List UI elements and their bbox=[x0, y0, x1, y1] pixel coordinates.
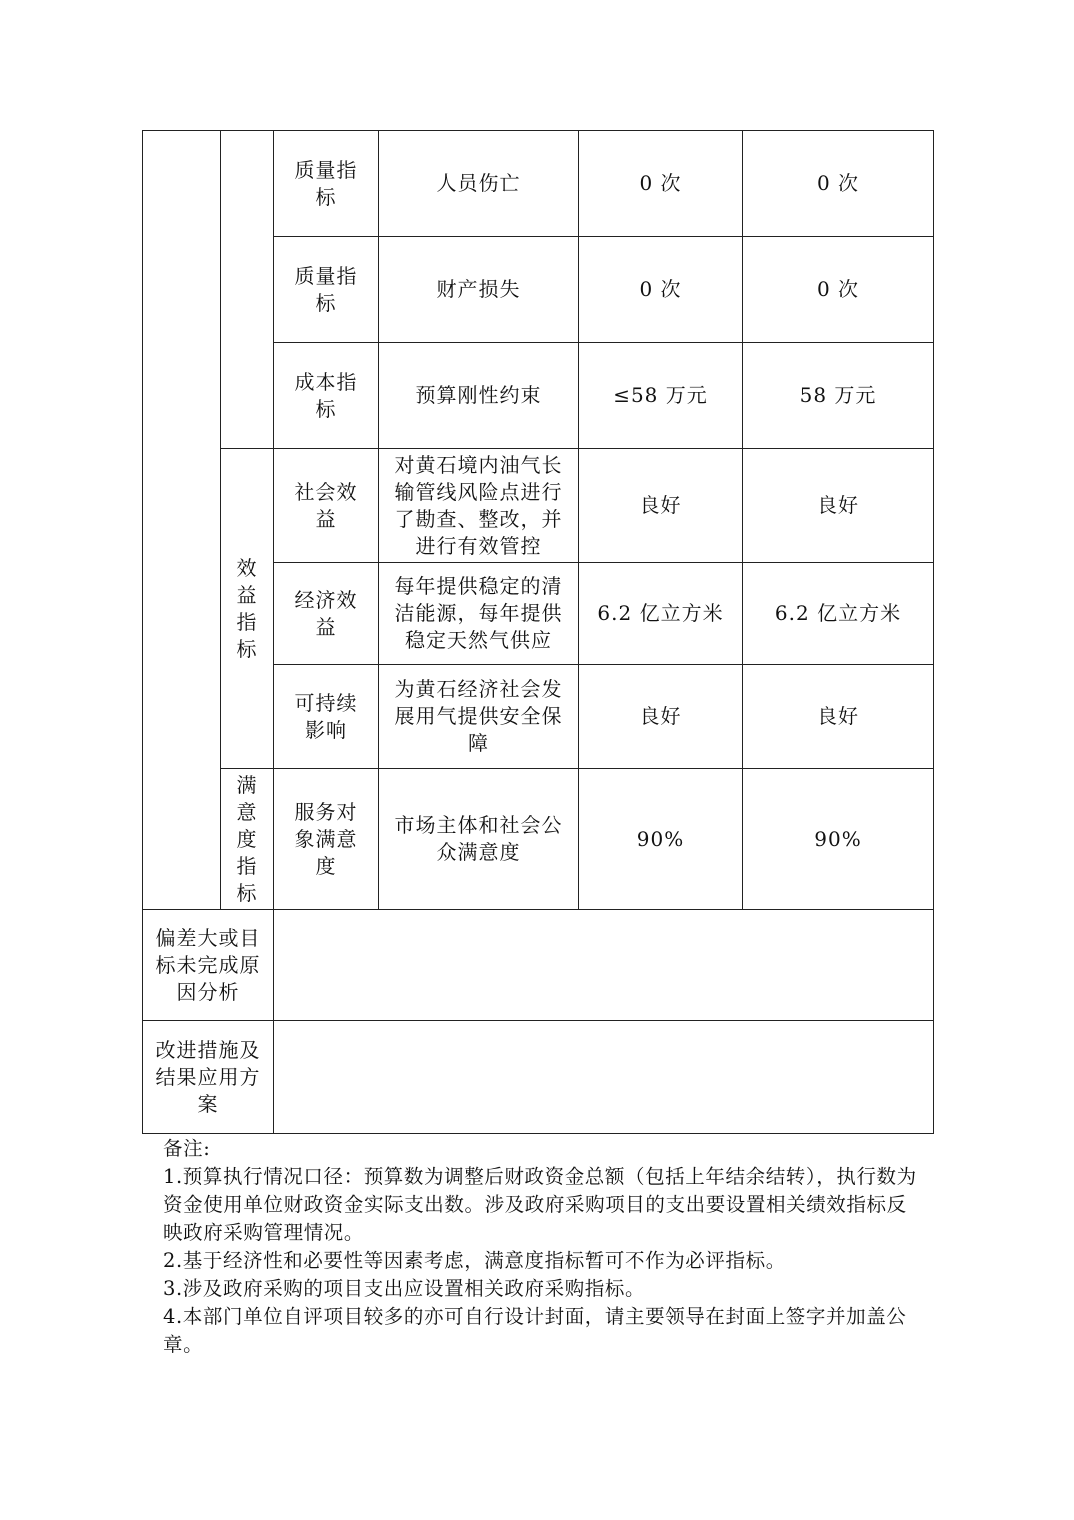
note-item: 4.本部门单位自评项目较多的亦可自行设计封面，请主要领导在封面上签字并加盖公章。 bbox=[163, 1305, 907, 1356]
target-cell: ≤58 万元 bbox=[579, 343, 743, 449]
performance-table bbox=[142, 130, 934, 1134]
second-level-satisfaction-cell bbox=[221, 769, 274, 910]
third-level-label: 成本指标 bbox=[294, 369, 358, 421]
third-level-cell bbox=[274, 449, 379, 563]
note-item: 3.涉及政府采购的项目支出应设置相关政府采购指标。 bbox=[163, 1277, 646, 1300]
third-level-label: 社会效益 bbox=[294, 479, 358, 531]
table-row bbox=[143, 769, 934, 910]
deviation-label: 偏差大或目标未完成原因分析 bbox=[155, 925, 261, 1004]
actual-cell: 6.2 亿立方米 bbox=[743, 563, 934, 665]
target-cell: 良好 bbox=[579, 449, 743, 563]
actual-cell: 0 次 bbox=[743, 131, 934, 237]
indicator-cell: 预算刚性约束 bbox=[379, 343, 579, 449]
notes-title: 备注: bbox=[163, 1137, 211, 1160]
indicator-cell bbox=[379, 769, 579, 910]
third-level-cell bbox=[274, 237, 379, 343]
table-row bbox=[143, 910, 934, 1021]
third-level-label: 质量指标 bbox=[294, 157, 358, 209]
note-item: 1.预算执行情况口径：预算数为调整后财政资金总额（包括上年结余结转），执行数为资金使用单位财政资金实际支出数。涉及政府采购项目的支出要设置相关绩效指标反映政府采购管理情况。 bbox=[163, 1165, 917, 1244]
indicator-text: 对黄石境内油气长输管线风险点进行了勘查、整改，并进行有效管控 bbox=[394, 452, 563, 558]
indicator-text: 市场主体和社会公众满意度 bbox=[394, 813, 563, 864]
target-cell: 0 次 bbox=[579, 131, 743, 237]
third-level-cell bbox=[274, 769, 379, 910]
deviation-label-cell bbox=[143, 910, 274, 1021]
third-level-cell bbox=[274, 665, 379, 769]
third-level-cell bbox=[274, 343, 379, 449]
improvement-label-cell bbox=[143, 1021, 274, 1134]
indicator-cell: 财产损失 bbox=[379, 237, 579, 343]
actual-cell: 良好 bbox=[743, 665, 934, 769]
third-level-label: 经济效益 bbox=[294, 587, 358, 639]
second-level-output-cell bbox=[221, 131, 274, 449]
target-cell: 良好 bbox=[579, 665, 743, 769]
actual-cell: 0 次 bbox=[743, 237, 934, 343]
deviation-value-cell[interactable] bbox=[274, 910, 934, 1021]
third-level-label: 服务对象满意度 bbox=[294, 799, 358, 878]
notes-section bbox=[163, 1135, 923, 1359]
second-level-label: 满意度指标 bbox=[236, 772, 258, 905]
improvement-value-cell[interactable] bbox=[274, 1021, 934, 1134]
first-level-cell bbox=[143, 131, 221, 910]
target-cell: 0 次 bbox=[579, 237, 743, 343]
third-level-label: 可持续影响 bbox=[294, 690, 358, 742]
indicator-text: 为黄石经济社会发展用气提供安全保障 bbox=[394, 677, 563, 755]
second-level-benefit-cell bbox=[221, 449, 274, 769]
actual-cell: 良好 bbox=[743, 449, 934, 563]
target-cell: 6.2 亿立方米 bbox=[579, 563, 743, 665]
indicator-cell bbox=[379, 665, 579, 769]
indicator-cell: 人员伤亡 bbox=[379, 131, 579, 237]
third-level-label: 质量指标 bbox=[294, 263, 358, 315]
indicator-cell bbox=[379, 563, 579, 665]
table-row bbox=[143, 131, 934, 237]
table-row bbox=[143, 449, 934, 563]
second-level-label: 效益指标 bbox=[236, 555, 258, 661]
third-level-cell bbox=[274, 563, 379, 665]
improvement-label: 改进措施及结果应用方案 bbox=[155, 1037, 261, 1116]
actual-cell: 90% bbox=[743, 769, 934, 910]
indicator-text: 每年提供稳定的清洁能源，每年提供稳定天然气供应 bbox=[394, 574, 563, 652]
target-cell: 90% bbox=[579, 769, 743, 910]
table-row bbox=[143, 1021, 934, 1134]
actual-cell: 58 万元 bbox=[743, 343, 934, 449]
indicator-cell bbox=[379, 449, 579, 563]
third-level-cell bbox=[274, 131, 379, 237]
note-item: 2.基于经济性和必要性等因素考虑，满意度指标暂可不作为必评指标。 bbox=[163, 1249, 786, 1272]
